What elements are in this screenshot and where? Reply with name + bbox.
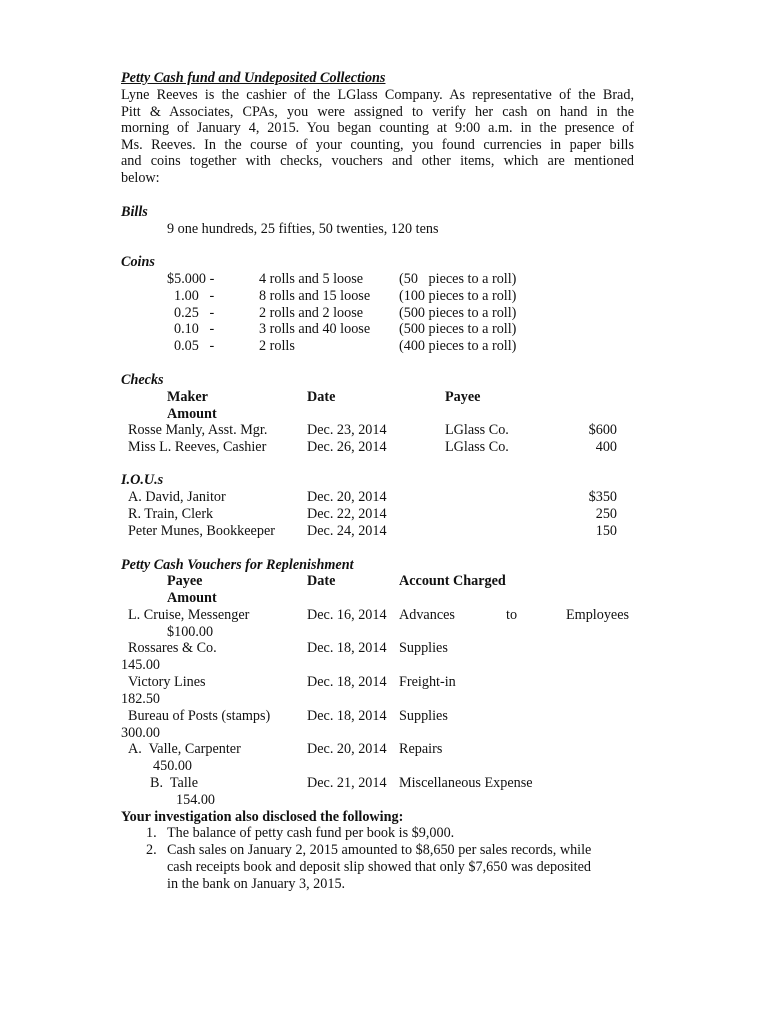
investigation-item-text: cash receipts book and deposit slip showed that only $7,650 was deposited <box>167 859 591 875</box>
voucher-account: Supplies <box>399 640 448 656</box>
investigation-heading: Your investigation also disclosed the following: <box>121 809 404 825</box>
investigation-item-number: 2. <box>146 842 157 858</box>
vouchers-col-date: Date <box>307 573 336 589</box>
voucher-date: Dec. 18, 2014 <box>307 640 387 656</box>
ious-heading: I.O.U.s <box>121 472 164 488</box>
coin-quantity: 2 rolls and 2 loose <box>259 305 364 321</box>
document-title: Petty Cash fund and Undeposited Collections <box>121 70 386 86</box>
voucher-amount: 450.00 <box>153 758 193 774</box>
vouchers-col-account: Account Charged <box>399 573 506 589</box>
coin-denomination: 1.00 - <box>174 288 215 304</box>
check-payee: LGlass Co. <box>445 422 509 438</box>
intro-line: below: <box>121 169 160 186</box>
intro-line: and coins together with checks, vouchers and other items, which are mentioned <box>121 153 634 170</box>
coin-denomination: 0.05 - <box>174 338 215 354</box>
voucher-payee: Rossares & Co. <box>128 640 217 656</box>
voucher-date: Dec. 16, 2014 <box>307 607 387 623</box>
investigation-item-text: in the bank on January 3, 2015. <box>167 876 346 892</box>
voucher-account: Freight-in <box>399 674 456 690</box>
intro-line: morning of January 4, 2015. You began counting at 9:00 a.m. in the presence of <box>121 120 634 137</box>
voucher-payee: A. Valle, Carpenter <box>128 741 241 757</box>
coin-denomination: $5.000 - <box>167 271 215 287</box>
check-maker: Rosse Manly, Asst. Mgr. <box>128 422 268 438</box>
voucher-payee: L. Cruise, Messenger <box>128 607 250 623</box>
voucher-payee: Bureau of Posts (stamps) <box>128 708 271 724</box>
voucher-amount: 182.50 <box>121 691 161 707</box>
investigation-item-text: Cash sales on January 2, 2015 amounted to $8,650 per sales records, while <box>167 842 592 858</box>
iou-date: Dec. 24, 2014 <box>307 523 387 539</box>
intro-line: Pitt & Associates, CPAs, you were assigned to verify her cash on hand in the <box>121 103 634 120</box>
investigation-item-text: The balance of petty cash fund per book is $9,000. <box>167 825 455 841</box>
checks-col-payee: Payee <box>445 389 481 405</box>
voucher-account: Employees <box>566 607 630 623</box>
voucher-amount: 145.00 <box>121 657 161 673</box>
voucher-date: Dec. 18, 2014 <box>307 708 387 724</box>
coin-roll-note: (400 pieces to a roll) <box>399 338 517 354</box>
voucher-payee: B. Talle <box>150 775 198 791</box>
voucher-amount: 154.00 <box>176 792 216 808</box>
voucher-account: Miscellaneous Expense <box>399 775 533 791</box>
iou-name: Peter Munes, Bookkeeper <box>128 523 275 539</box>
voucher-amount: 300.00 <box>121 725 161 741</box>
voucher-date: Dec. 21, 2014 <box>307 775 387 791</box>
check-maker: Miss L. Reeves, Cashier <box>128 439 267 455</box>
check-date: Dec. 26, 2014 <box>307 439 387 455</box>
coin-quantity: 3 rolls and 40 loose <box>259 321 371 337</box>
coin-quantity: 8 rolls and 15 loose <box>259 288 371 304</box>
voucher-payee: Victory Lines <box>128 674 206 690</box>
voucher-account: Supplies <box>399 708 448 724</box>
voucher-account: Advances <box>399 607 455 623</box>
intro-line: Ms. Reeves. In the course of your counting, you found currencies in paper bills <box>121 136 634 153</box>
coin-roll-note: (500 pieces to a roll) <box>399 305 517 321</box>
check-amount: $600 <box>588 422 617 438</box>
voucher-date: Dec. 20, 2014 <box>307 741 387 757</box>
investigation-item-number: 1. <box>146 825 157 841</box>
voucher-account: Repairs <box>399 741 443 757</box>
intro-paragraph <box>121 87 634 187</box>
coin-denomination: 0.10 - <box>174 321 215 337</box>
iou-amount: 250 <box>595 506 617 522</box>
checks-col-date: Date <box>307 389 336 405</box>
iou-date: Dec. 22, 2014 <box>307 506 387 522</box>
iou-amount: 150 <box>595 523 617 539</box>
vouchers-col-payee: Payee <box>167 573 203 589</box>
voucher-date: Dec. 18, 2014 <box>307 674 387 690</box>
checks-col-amount: Amount <box>167 406 217 422</box>
voucher-account: to <box>506 607 518 623</box>
coins-heading: Coins <box>121 254 155 270</box>
intro-line: Lyne Reeves is the cashier of the LGlass Company. As representative of the Brad, <box>121 87 634 103</box>
check-payee: LGlass Co. <box>445 439 509 455</box>
coin-quantity: 2 rolls <box>259 338 295 354</box>
checks-col-maker: Maker <box>167 389 208 405</box>
bills-heading: Bills <box>121 204 148 220</box>
check-date: Dec. 23, 2014 <box>307 422 387 438</box>
check-amount: 400 <box>595 439 617 455</box>
iou-name: R. Train, Clerk <box>128 506 214 522</box>
coin-quantity: 4 rolls and 5 loose <box>259 271 364 287</box>
vouchers-col-amount: Amount <box>167 590 217 606</box>
voucher-amount: $100.00 <box>167 624 214 640</box>
checks-heading: Checks <box>121 372 164 388</box>
iou-name: A. David, Janitor <box>128 489 226 505</box>
coin-roll-note: (100 pieces to a roll) <box>399 288 517 304</box>
iou-date: Dec. 20, 2014 <box>307 489 387 505</box>
coin-denomination: 0.25 - <box>174 305 215 321</box>
bills-text: 9 one hundreds, 25 fifties, 50 twenties, 120 tens <box>167 221 439 237</box>
coin-roll-note: (500 pieces to a roll) <box>399 321 517 337</box>
iou-amount: $350 <box>588 489 617 505</box>
coin-roll-note: (50 pieces to a roll) <box>399 271 517 287</box>
vouchers-heading: Petty Cash Vouchers for Replenishment <box>121 557 354 573</box>
